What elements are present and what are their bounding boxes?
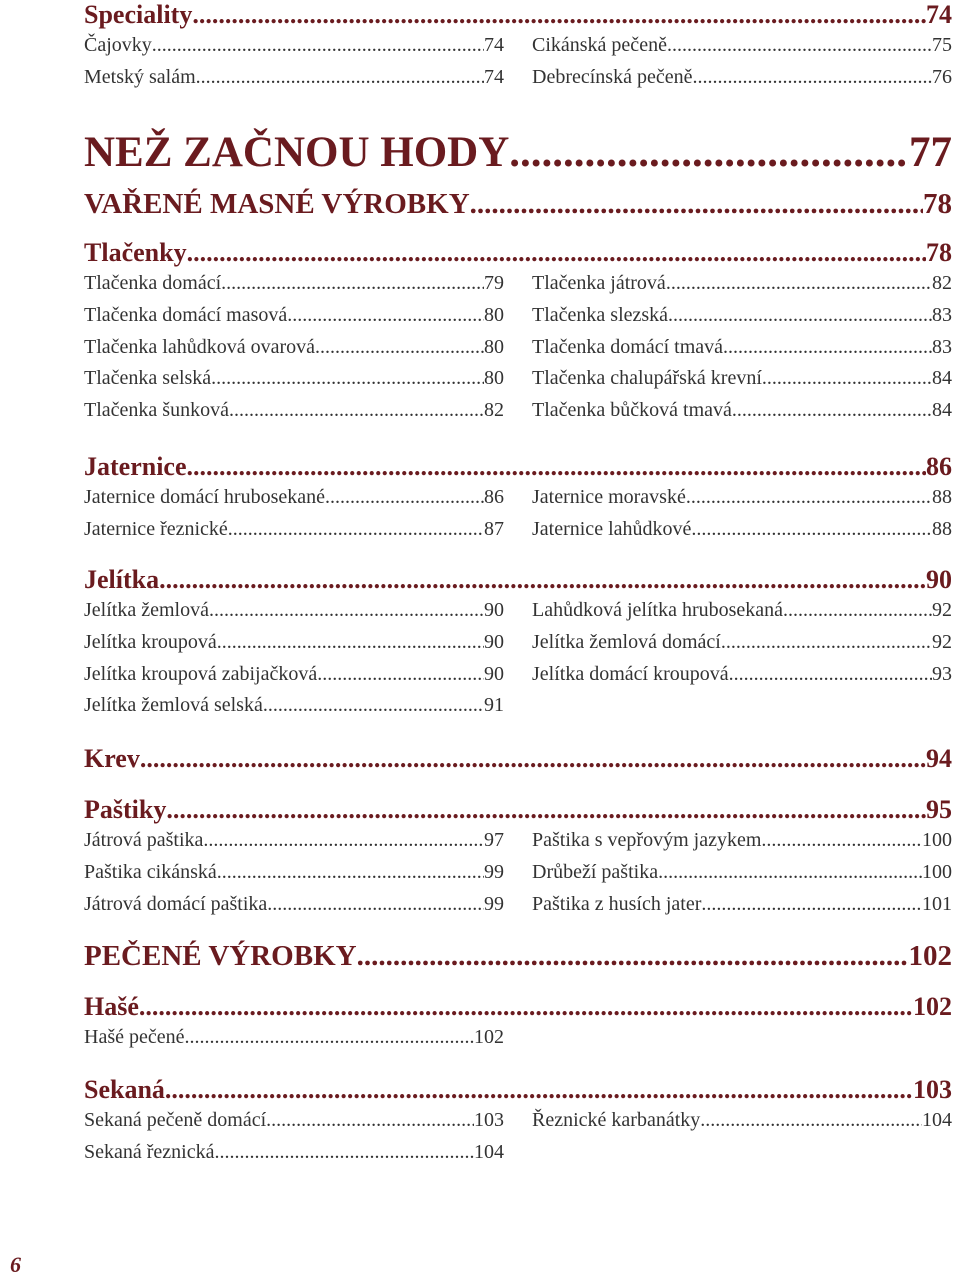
dot-leader (692, 62, 932, 94)
entry-columns (84, 30, 952, 94)
toc-entry[interactable] (84, 659, 504, 691)
toc-entry-page: 83 (932, 303, 952, 326)
toc-entry[interactable] (532, 482, 952, 514)
dot-leader (165, 1075, 913, 1105)
toc-entry[interactable] (84, 395, 504, 427)
toc-entry-label: Tlačenky (84, 238, 187, 267)
toc-entry-page: 80 (484, 335, 504, 358)
toc-entry-label: Jelítka kroupová (84, 630, 217, 653)
section-heading[interactable] (84, 940, 952, 976)
entry-columns (84, 1105, 952, 1169)
section-heading[interactable] (84, 992, 952, 1022)
right-column (532, 268, 952, 427)
dot-leader (217, 857, 484, 889)
toc-section (84, 992, 952, 1054)
dot-leader (509, 128, 909, 177)
toc-entry-page: 92 (932, 599, 952, 621)
dot-leader (729, 659, 932, 691)
toc-entry-label: Jaternice domácí hrubosekané (84, 486, 326, 508)
dot-leader (159, 565, 926, 595)
toc-entry-label: Tlačenka domácí (84, 272, 222, 294)
toc-entry-label: Řeznické karbanátky (532, 1109, 701, 1131)
toc-section (84, 452, 952, 546)
right-column (532, 1105, 952, 1169)
toc-entry-label: Lahůdková jelítka hrubosekaná (532, 599, 784, 621)
toc-entry-label: Játrová paštika (84, 829, 204, 851)
toc-entry[interactable] (532, 857, 952, 889)
toc-entry-page: 80 (484, 367, 504, 390)
toc-entry-label: Tlačenka lahůdková ovarová (84, 335, 316, 358)
toc-entry-page: 97 (484, 829, 504, 851)
toc-entry[interactable] (84, 62, 504, 94)
toc-entry[interactable] (84, 482, 504, 514)
toc-entry-page: 90 (484, 630, 504, 653)
toc-entry-page: 90 (484, 662, 504, 685)
dot-leader (221, 268, 484, 300)
right-column (532, 482, 952, 546)
toc-entry-label: Tlačenka chalupářská krevní (532, 367, 762, 390)
dot-leader (315, 332, 484, 364)
toc-entry-page: 90 (926, 565, 952, 594)
toc-entry[interactable] (532, 363, 952, 395)
dot-leader (700, 1105, 922, 1137)
toc-entry-page: 95 (926, 795, 952, 824)
toc-entry-label: Paštika z husích jater (532, 892, 702, 915)
toc-entry-label: Paštiky (84, 795, 167, 824)
toc-entry-page: 82 (932, 272, 952, 294)
toc-entry-label: Tlačenka slezská (532, 303, 669, 326)
dot-leader (229, 395, 484, 427)
dot-leader (721, 627, 932, 659)
toc-section (84, 0, 952, 94)
toc-entry-page: 77 (909, 129, 952, 176)
toc-entry-page: 74 (484, 34, 504, 56)
toc-section (84, 795, 952, 920)
toc-entry[interactable] (532, 627, 952, 659)
dot-leader (732, 395, 932, 427)
toc-entry-page: 83 (932, 335, 952, 358)
dot-leader (217, 627, 484, 659)
toc-entry-label: Drůbeží paštika (532, 860, 659, 883)
toc-entry-page: 99 (484, 892, 504, 915)
dot-leader (667, 30, 932, 62)
page-number: 6 (10, 1252, 21, 1277)
toc-entry-page: 93 (932, 662, 952, 685)
toc-entry-page: 102 (474, 1026, 504, 1048)
left-column (84, 825, 504, 920)
toc-entry[interactable] (532, 62, 952, 94)
toc-entry[interactable] (84, 857, 504, 889)
section-heading[interactable] (84, 0, 952, 30)
toc-entry-page: 78 (923, 188, 952, 220)
dot-leader (166, 795, 926, 825)
dot-leader (214, 1137, 474, 1169)
right-column (532, 1022, 952, 1054)
left-column (84, 1105, 504, 1169)
dot-leader (152, 30, 484, 62)
left-column (84, 595, 504, 722)
right-column (532, 595, 952, 722)
dot-leader (783, 595, 932, 627)
toc-entry-page: 103 (474, 1109, 504, 1131)
toc-entry-label: Sekaná pečeně domácí (84, 1109, 267, 1131)
toc-entry-label: Jaternice řeznické (84, 517, 228, 540)
dot-leader (267, 889, 484, 921)
dot-leader (266, 1105, 474, 1137)
toc-entry[interactable] (84, 1022, 504, 1054)
left-column (84, 30, 504, 94)
dot-leader (192, 0, 926, 30)
dot-leader (185, 1022, 475, 1054)
toc-entry-label: Sekaná (84, 1075, 165, 1104)
toc-entry[interactable] (84, 889, 504, 921)
toc-entry[interactable] (84, 690, 504, 722)
toc-entry-page: 103 (913, 1075, 952, 1104)
toc-entry-label: Jelítka domácí kroupová (532, 662, 729, 685)
toc-entry[interactable] (84, 514, 504, 546)
toc-entry-page: 86 (484, 486, 504, 508)
dot-leader (228, 514, 484, 546)
toc-entry-label: Tlačenka játrová (532, 272, 666, 294)
toc-entry-label: PEČENÉ VÝROBKY (84, 940, 357, 972)
toc-entry[interactable] (532, 395, 952, 427)
dot-leader (317, 659, 484, 691)
toc-entry[interactable] (532, 659, 952, 691)
toc-entry-label: Játrová domácí paštika (84, 892, 268, 915)
dot-leader (701, 889, 922, 921)
toc-entry-page: 101 (922, 892, 952, 915)
dot-leader (187, 452, 926, 482)
entry-columns (84, 268, 952, 427)
entry-columns (84, 825, 952, 920)
toc-entry-label: Jelítka kroupová zabijačková (84, 662, 318, 685)
toc-entry[interactable] (84, 825, 504, 857)
toc-entry-page: 104 (474, 1140, 504, 1163)
right-column (532, 30, 952, 94)
toc-entry-page: 75 (932, 34, 952, 56)
toc-entry-label: Jaternice (84, 452, 187, 481)
toc-entry-page: 74 (484, 65, 504, 88)
toc-entry-label: Tlačenka domácí masová (84, 303, 288, 326)
toc-entry[interactable] (532, 332, 952, 364)
dot-leader (203, 825, 484, 857)
section-heading[interactable] (84, 565, 952, 595)
toc-entry-label: Tlačenka bůčková tmavá (532, 399, 732, 422)
entry-columns (84, 482, 952, 546)
toc-entry-label: Paštika cikánská (84, 860, 217, 883)
left-column (84, 268, 504, 427)
left-column (84, 482, 504, 546)
toc-entry-page: 87 (484, 517, 504, 540)
toc-entry-label: Jelítka žemlová domácí (532, 630, 721, 653)
dot-leader (196, 62, 484, 94)
toc-entry-label: Jelítka žemlová (84, 599, 209, 621)
toc-entry-page: 99 (484, 860, 504, 883)
toc-entry[interactable] (84, 627, 504, 659)
toc-entry-label: Tlačenka domácí tmavá (532, 335, 724, 358)
toc-entry-page: 82 (484, 399, 504, 422)
dot-leader (658, 857, 922, 889)
dot-leader (470, 188, 923, 221)
toc-entry[interactable] (84, 268, 504, 300)
toc-entry-page: 100 (922, 829, 952, 851)
toc-entry-page: 92 (932, 630, 952, 653)
toc-entry-page: 74 (926, 0, 952, 29)
toc-section (84, 1075, 952, 1169)
dot-leader (761, 825, 922, 857)
dot-leader (686, 482, 932, 514)
toc-entry[interactable] (84, 1105, 504, 1137)
toc-entry[interactable] (84, 300, 504, 332)
toc-entry[interactable] (532, 30, 952, 62)
toc-section (84, 744, 952, 774)
toc-entry-page: 86 (926, 452, 952, 481)
toc-entry-page: 84 (932, 399, 952, 422)
toc-entry-label: Metský salám (84, 65, 196, 88)
dot-leader (211, 363, 484, 395)
section-heading[interactable] (84, 188, 952, 224)
section-heading[interactable] (84, 744, 952, 774)
toc-entry-label: VAŘENÉ MASNÉ VÝROBKY (84, 188, 470, 220)
left-column (84, 1022, 504, 1054)
toc-entry[interactable] (532, 300, 952, 332)
toc-section (84, 238, 952, 427)
toc-entry-label: Tlačenka šunková (84, 399, 229, 422)
dot-leader (325, 482, 484, 514)
toc-entry-label: Paštika s vepřovým jazykem (532, 829, 762, 851)
toc-entry-page: 88 (932, 486, 952, 508)
dot-leader (668, 300, 932, 332)
toc-entry-label: Jelítka žemlová selská (84, 694, 263, 717)
toc-entry[interactable] (84, 1137, 504, 1169)
toc-entry-label: Hašé pečené (84, 1026, 185, 1048)
dot-leader (762, 363, 932, 395)
toc-entry-label: Jaternice lahůdkové (532, 517, 692, 540)
toc-entry-page: 100 (922, 860, 952, 883)
toc-entry-page: 78 (926, 238, 952, 267)
toc-section (84, 128, 952, 178)
dot-leader (263, 690, 484, 722)
toc-entry[interactable] (532, 595, 952, 627)
toc-entry-page: 91 (484, 694, 504, 717)
toc-section (84, 565, 952, 722)
dot-leader (187, 238, 926, 268)
section-heading[interactable] (84, 128, 952, 178)
entry-columns (84, 595, 952, 722)
dot-leader (140, 744, 926, 774)
toc-entry-page: 88 (932, 517, 952, 540)
toc-entry[interactable] (84, 332, 504, 364)
toc-section (84, 940, 952, 976)
toc-entry-page: 84 (932, 367, 952, 390)
toc-entry-label: Tlačenka selská (84, 367, 212, 390)
toc-entry-page: 76 (932, 65, 952, 88)
toc-entry-page: 102 (913, 992, 952, 1021)
dot-leader (209, 595, 484, 627)
dot-leader (691, 514, 932, 546)
toc-entry[interactable] (532, 825, 952, 857)
toc-section (84, 188, 952, 224)
toc-entry[interactable] (532, 1105, 952, 1137)
toc-entry-label: Sekaná řeznická (84, 1140, 215, 1163)
toc-entry[interactable] (532, 514, 952, 546)
entry-columns (84, 1022, 952, 1054)
section-heading[interactable] (84, 238, 952, 268)
right-column (532, 825, 952, 920)
toc-entry-label: Debrecínská pečeně (532, 65, 693, 88)
dot-leader (666, 268, 932, 300)
dot-leader (723, 332, 932, 364)
dot-leader (357, 940, 909, 973)
toc-entry-label: Jelítka (84, 565, 160, 594)
toc-entry-page: 90 (484, 599, 504, 621)
section-heading[interactable] (84, 1075, 952, 1105)
toc-entry-page: 94 (926, 744, 952, 773)
toc-entry-page: 104 (922, 1109, 952, 1131)
toc-entry-page: 79 (484, 272, 504, 294)
toc-entry-label: Hašé (84, 992, 139, 1021)
dot-leader (287, 300, 484, 332)
section-heading[interactable] (84, 795, 952, 825)
toc-entry-label: Speciality (84, 0, 193, 29)
toc-entry-label: Cikánská pečeně (532, 34, 667, 56)
toc-entry-label: NEŽ ZAČNOU HODY (84, 129, 510, 176)
toc-entry[interactable] (84, 363, 504, 395)
toc-entry-page: 80 (484, 303, 504, 326)
toc-entry-label: Krev (84, 744, 140, 773)
toc-entry-label: Čajovky (84, 34, 152, 56)
toc-entry[interactable] (532, 268, 952, 300)
toc-entry-page: 102 (908, 940, 952, 972)
toc-entry-label: Jaternice moravské (532, 486, 686, 508)
section-heading[interactable] (84, 452, 952, 482)
toc-entry[interactable] (532, 889, 952, 921)
toc-entry[interactable] (84, 30, 504, 62)
dot-leader (139, 992, 913, 1022)
toc-entry[interactable] (84, 595, 504, 627)
